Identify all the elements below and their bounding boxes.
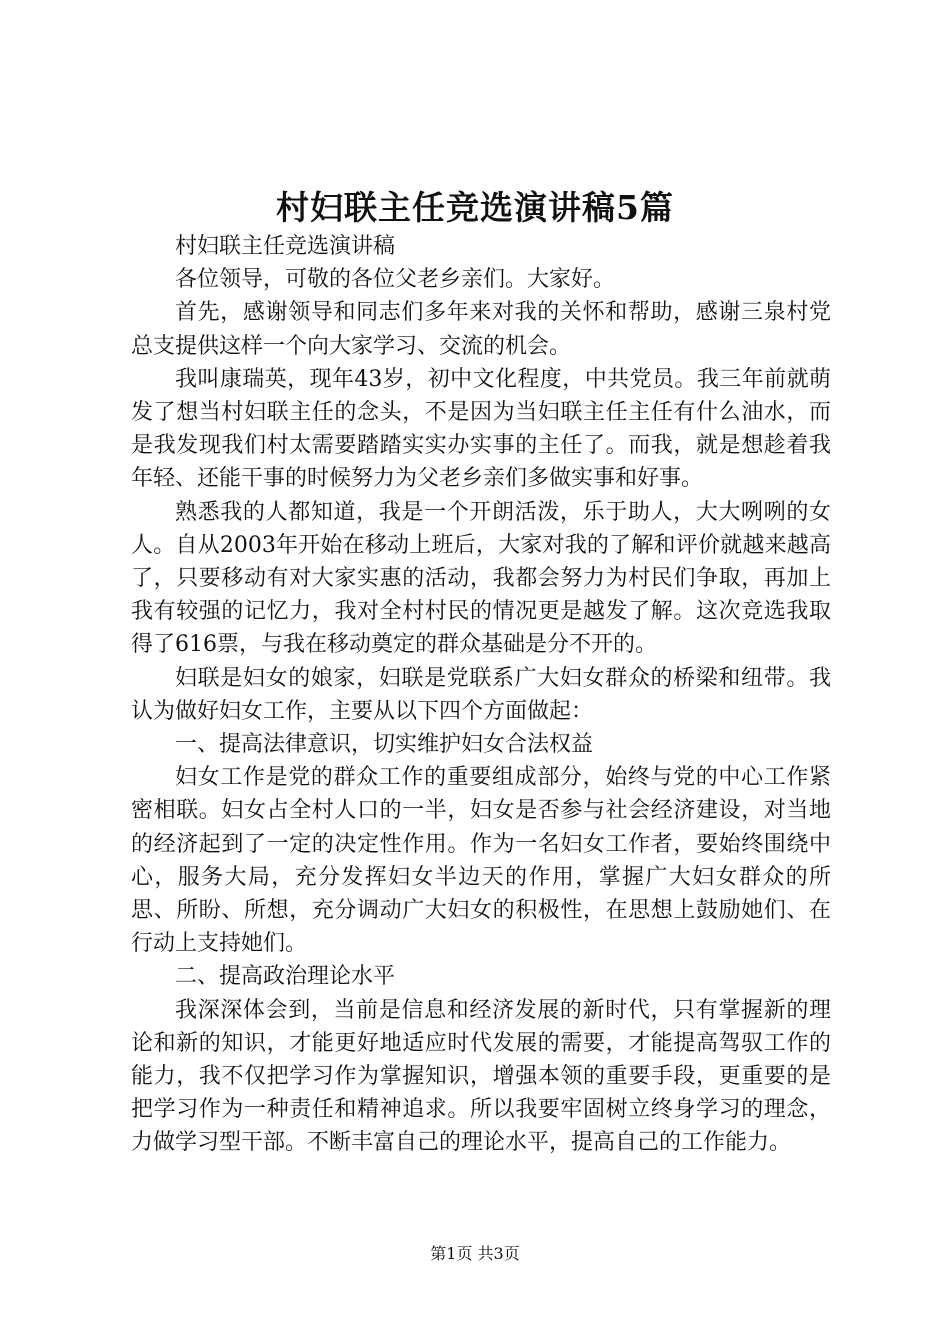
paragraph-section-1: 妇女工作是党的群众工作的重要组成部分，始终与党的中心工作紧密相联。妇女占全村人口的一半，妇女是否参与社会经济建设，对当地的经济起到了一定的决定性作用。作为一名妇女工作者，要始终围绕中心，服务大局，充分发挥妇女半边天的作用，掌握广大妇女群众的所思、所盼、所想，充分调动广大妇女的积极性，在思想上鼓励她们、在行动上支持她们。 bbox=[131, 765, 831, 957]
paragraph-background: 熟悉我的人都知道，我是一个开朗活泼，乐于助人，大大咧咧的女人。自从2003年开始在移动上班后，大家对我的了解和评价就越来越高了，只要移动有对大家实惠的活动，我都会努力为村民们争取，再加上我有较强的记忆力，我对全村村民的情况更是越发了解。这次竞选我取得了616票，与我在移动奠定的群众基础是分不开的。 bbox=[131, 499, 831, 658]
paragraph-thanks: 首先，感谢领导和同志们多年来对我的关怀和帮助，感谢三泉村党总支提供这样一个向大家学习、交流的机会。 bbox=[131, 300, 831, 359]
paragraph-greeting: 各位领导，可敬的各位父老乡亲们。大家好。 bbox=[175, 267, 616, 293]
section-heading-2: 二、提高政治理论水平 bbox=[175, 964, 396, 990]
paragraph-subtitle: 村妇联主任竞选演讲稿 bbox=[175, 234, 396, 259]
paragraph-introduction: 我叫康瑞英，现年43岁，初中文化程度，中共党员。我三年前就萌发了想当村妇联主任的念头，不是因为当妇联主任主任有什么油水，而是我发现我们村太需要踏踏实实办实事的主任了。而我，就是想趁着我年轻、还能干事的时候努力为父老乡亲们多做实事和好事。 bbox=[131, 366, 831, 492]
section-heading-1: 一、提高法律意识，切实维护妇女合法权益 bbox=[175, 732, 594, 758]
document-title: 村妇联主任竞选演讲稿5篇 bbox=[276, 188, 674, 227]
page-footer: 第1页 共3页 bbox=[430, 1244, 520, 1263]
paragraph-section-2: 我深深体会到，当前是信息和经济发展的新时代，只有掌握新的理论和新的知识，才能更好地适应时代发展的需要，才能提高驾驭工作的能力，我不仅把学习作为掌握知识，增强本领的重要手段，更重要的是把学习作为一种责任和精神追求。所以我要牢固树立终身学习的理念，力做学习型干部。不断丰富自己的理论水平，提高自己的工作能力。 bbox=[131, 997, 831, 1156]
document-body bbox=[131, 230, 831, 1160]
paragraph-women-federation: 妇联是妇女的娘家，妇联是党联系广大妇女群众的桥梁和纽带。我认为做好妇女工作，主要从以下四个方面做起： bbox=[131, 665, 831, 724]
